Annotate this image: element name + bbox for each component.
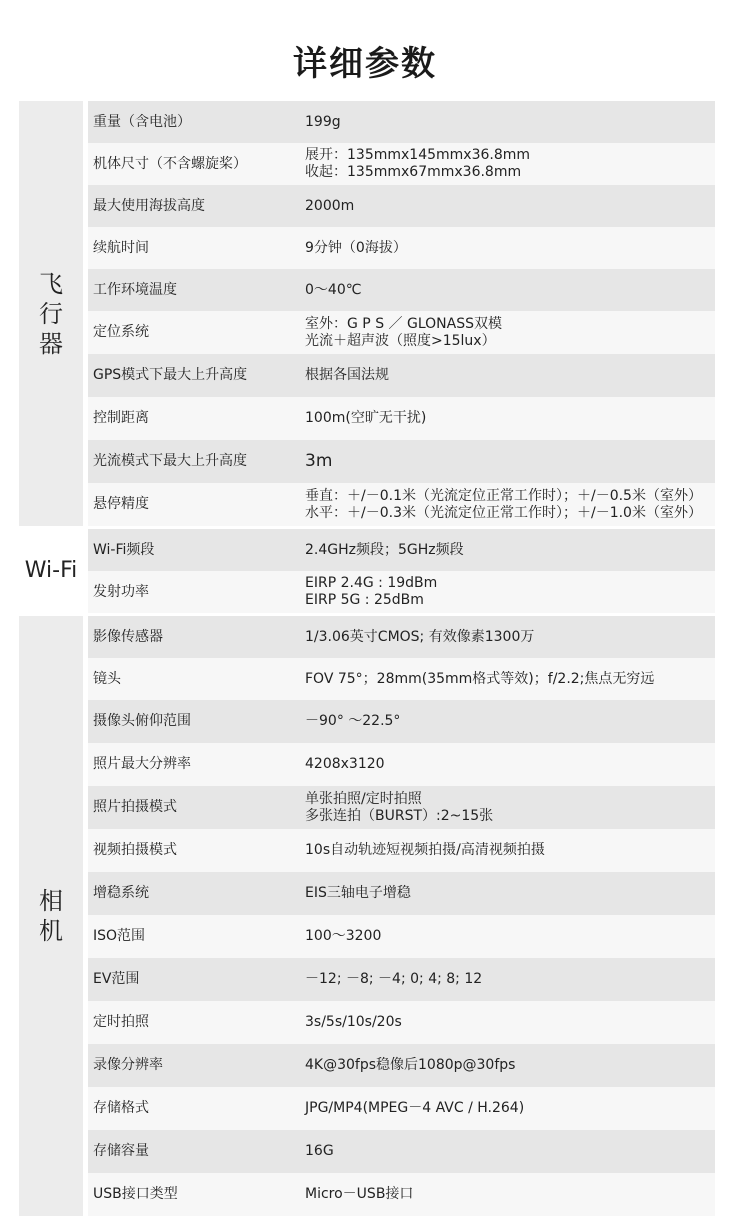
group-camera [19,616,715,1216]
spec-label: EV范围 [93,971,140,987]
category-cell-wifi [19,529,83,613]
spec-value-line2: EIRP 5G : 25dBm [305,592,424,608]
spec-label: 重量（含电池） [93,113,191,130]
spec-label: 悬停精度 [93,496,149,512]
spec-label: 最大使用海拔高度 [93,197,205,214]
spec-label: 光流模式下最大上升高度 [93,453,247,469]
spec-value-line2: 光流＋超声波（照度>15lux） [305,332,496,349]
spec-row [88,571,715,613]
spec-label: 照片最大分辨率 [93,756,191,772]
spec-value: 199g [305,113,341,130]
spec-label: 录像分辨率 [93,1057,163,1073]
spec-label: 定位系统 [93,324,149,340]
spec-value: 100～3200 [305,928,382,944]
spec-label: 续航时间 [93,239,149,256]
spec-row [88,440,715,483]
spec-value: －12; －8; －4; 0; 4; 8; 12 [305,971,483,987]
spec-row [88,397,715,440]
spec-value: 3m [305,451,333,471]
spec-label: 存储格式 [93,1100,149,1116]
spec-value: EIS三轴电子增稳 [305,885,411,901]
spec-label: GPS模式下最大上升高度 [93,367,248,383]
spec-value: 2000m [305,197,355,214]
spec-value: 0～40℃ [305,281,362,298]
spec-label: 存储容量 [93,1143,149,1159]
spec-value: 1/3.06英寸CMOS; 有效像素1300万 [305,628,535,645]
spec-row [88,101,715,143]
spec-label: ISO范围 [93,928,146,944]
spec-row [88,829,715,872]
spec-row [88,354,715,397]
spec-row [88,269,715,311]
group-wifi [19,529,715,613]
spec-row [88,872,715,915]
spec-label: 视频拍摄模式 [93,842,177,858]
spec-row [88,1001,715,1044]
spec-value: 100m(空旷无干扰) [305,410,427,426]
spec-label: 镜头 [93,670,121,687]
spec-row [88,1173,715,1216]
spec-row [88,616,715,658]
spec-value: Micro－USB接口 [305,1186,414,1202]
spec-label: 工作环境温度 [93,281,177,298]
spec-value-line2: 收起：135mmx67mmx36.8mm [305,164,522,180]
spec-row [88,311,715,354]
spec-label: USB接口类型 [93,1186,178,1202]
spec-value-line2: 多张连拍（BURST）:2~15张 [305,807,494,824]
spec-label: 机体尺寸（不含螺旋桨） [93,155,247,172]
spec-value: 4K@30fps稳像后1080p@30fps [305,1057,516,1073]
spec-row [88,185,715,227]
spec-value: 3s/5s/10s/20s [305,1014,402,1030]
group-aircraft [19,101,715,526]
spec-row [88,915,715,958]
spec-row [88,1044,715,1087]
spec-label: 增稳系统 [93,885,149,901]
spec-table [19,101,715,1219]
spec-label: 控制距离 [93,410,149,426]
spec-label: 定时拍照 [93,1014,149,1030]
spec-value: 展开：135mmx145mmx36.8mm [305,147,531,163]
spec-value: 16G [305,1143,334,1159]
spec-value: 室外：G P S ／ GLONASS双模 [305,315,502,332]
spec-row [88,227,715,269]
spec-row [88,1130,715,1173]
spec-row [88,529,715,571]
spec-row [88,958,715,1001]
spec-value: －90° ～22.5° [305,713,401,729]
spec-value-line2: 水平：＋/－0.3米（光流定位正常工作时）；＋/－1.0米（室外） [305,504,702,521]
spec-value: 根据各国法规 [305,367,389,383]
category-label: 飞行器 [39,269,63,358]
category-label: 相机 [39,887,63,945]
spec-value: FOV 75°；28mm(35mm格式等效)；f/2.2;焦点无穷远 [305,670,655,687]
spec-row [88,483,715,526]
spec-value: JPG/MP4(MPEG－4 AVC / H.264) [305,1100,525,1116]
spec-label: 影像传感器 [93,628,163,645]
spec-value: 单张拍照/定时拍照 [305,790,422,807]
spec-value: 9分钟（0海拔） [305,239,407,256]
spec-value: 2.4GHz频段；5GHz频段 [305,541,464,558]
spec-row [88,786,715,829]
spec-value: EIRP 2.4G : 19dBm [305,575,438,591]
spec-value: 4208x3120 [305,756,385,772]
spec-row [88,143,715,185]
spec-label: 照片拍摄模式 [93,799,177,815]
spec-value: 10s自动轨迹短视频拍摄/高清视频拍摄 [305,842,545,858]
spec-value: 垂直：＋/－0.1米（光流定位正常工作时）；＋/－0.5米（室外） [305,487,702,504]
spec-row [88,658,715,700]
spec-row [88,700,715,743]
spec-row [88,1087,715,1130]
category-cell-aircraft [19,101,83,526]
spec-label: Wi-Fi频段 [93,541,155,558]
category-cell-camera [19,616,83,1216]
category-label: Wi-Fi [24,558,78,583]
spec-label: 发射功率 [93,583,149,600]
spec-row [88,743,715,786]
page-title: 详细参数 [293,44,437,84]
spec-label: 摄像头俯仰范围 [93,713,191,729]
